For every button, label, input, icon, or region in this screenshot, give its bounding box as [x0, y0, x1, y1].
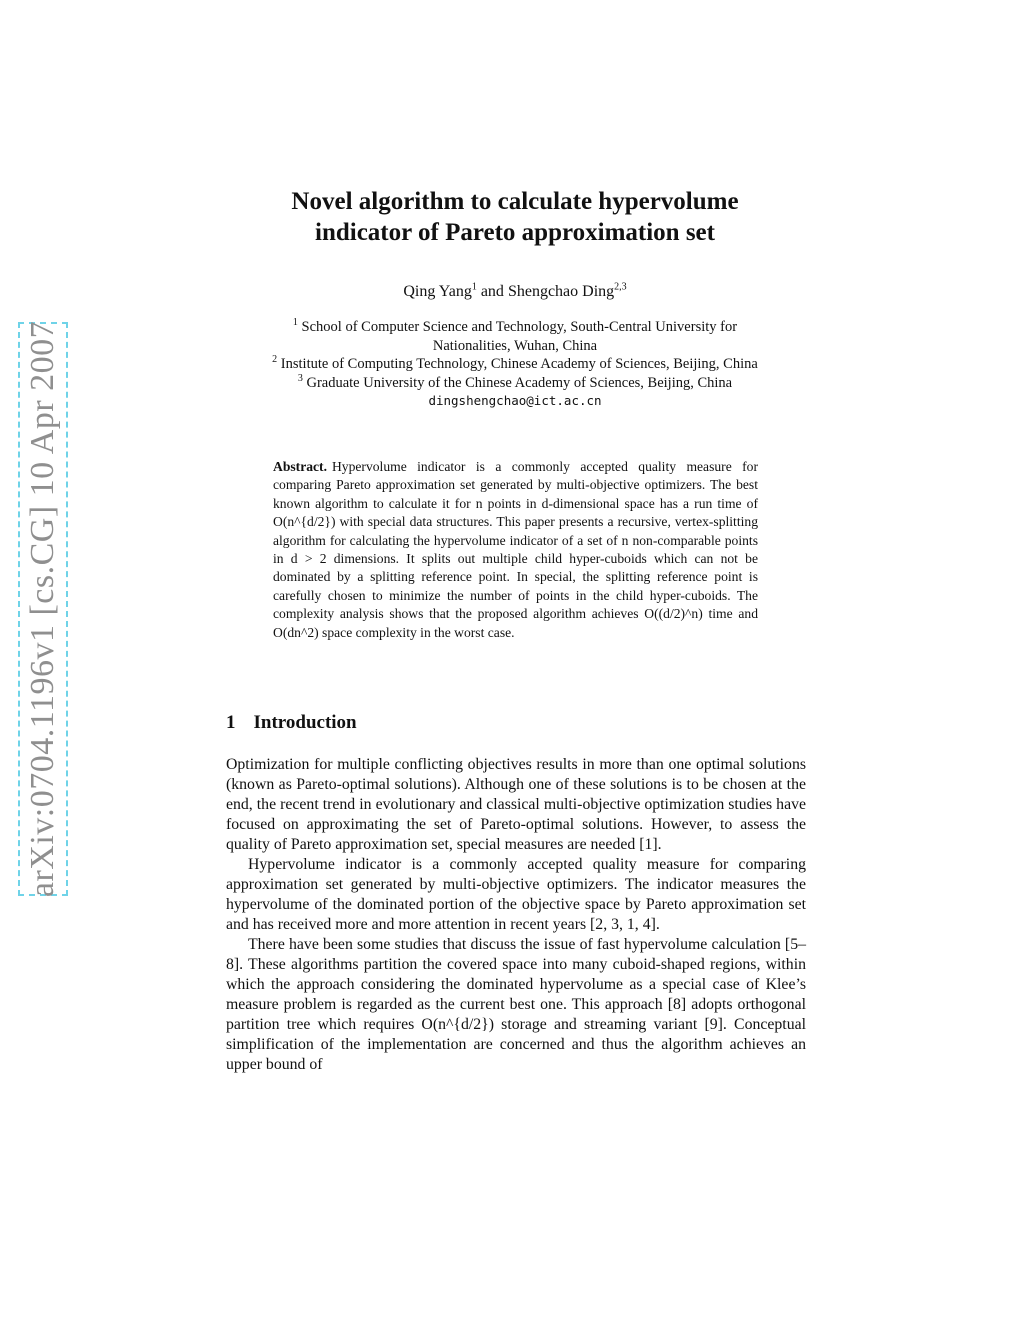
affiliation-1 — [200, 318, 830, 337]
affiliations — [200, 318, 830, 411]
author-email: dingshengchao@ict.ac.cn — [428, 393, 602, 408]
title-line-1: Novel algorithm to calculate hypervolume — [291, 188, 739, 215]
affiliation-3 — [200, 374, 830, 393]
section-title: Introduction — [253, 712, 357, 733]
section-heading — [226, 712, 357, 734]
section-number: 1 — [226, 712, 236, 733]
affiliation-2-num: 2 — [272, 354, 278, 366]
author-2-sup: 2,3 — [614, 281, 627, 293]
affiliation-3-num: 3 — [297, 372, 303, 384]
affiliation-3-text: Graduate University of the Chinese Academy of Sciences, Beijing, China — [306, 374, 733, 391]
arxiv-stamp — [18, 322, 68, 896]
affiliation-1-num: 1 — [292, 317, 298, 329]
author-1-sup: 1 — [471, 281, 477, 293]
body-text — [226, 755, 806, 1075]
affiliation-1-line-2: Nationalities, Wuhan, China — [432, 337, 598, 354]
title-line-2: indicator of Pareto approximation set — [315, 219, 715, 246]
affiliation-2 — [200, 355, 830, 374]
paragraph: Optimization for multiple conflicting objectives results in more than one optimal solutions (known as Pareto-optimal solutions). Although one of these solutions is to be chosen at the end, the recent trend in evolutionary and classical multi-objective optimization studies have focused on approximating the set of Pareto-optimal solutions. However, to assess the quality of Pareto approximation set, special measures are needed [1]. — [226, 756, 806, 853]
abstract-text: Hypervolume indicator is a commonly accepted quality measure for comparing Pareto approximation set generated by multi-objective optimizers. The best known algorithm to calculate it for n points in d-dimensional space has a run time of O(n^{d/2}) with special data structures. This paper presents a recursive, vertex-splitting algorithm for calculating the hypervolume indicator of a set of n non-comparable points in d > 2 dimensions. It splits out multiple child hyper-cuboids which can not be dominated by a splitting reference point. In special, the splitting reference point is carefully chosen to minimize the number of points in the child hyper-cuboids. The complexity analysis shows that the proposed algorithm achieves O((d/2)^n) time and O(dn^2) space complexity in the worst case. — [273, 459, 758, 640]
paragraph: Hypervolume indicator is a commonly accepted quality measure for comparing approximation set generated by multi-objective optimizers. The indicator measures the hypervolume of the dominated portion of the objective space by Pareto approximation set and has received more and more attention in recent years [2, 3, 1, 4]. — [226, 856, 806, 933]
abstract — [273, 458, 758, 642]
abstract-label: Abstract. — [273, 459, 327, 474]
affiliation-2-text: Institute of Computing Technology, Chinese Academy of Sciences, Beijing, China — [280, 356, 758, 372]
arxiv-stamp-text: arXiv:0704.1196v1 [cs.CG] 10 Apr 2007 — [24, 320, 61, 898]
author-2: Shengchao Ding — [507, 283, 615, 300]
author-line — [200, 283, 830, 301]
affiliation-1-line-1: School of Computer Science and Technology, South-Central University for — [301, 319, 738, 335]
paper-title — [200, 186, 830, 248]
author-1: Qing Yang — [403, 283, 472, 300]
paragraph: There have been some studies that discuss the issue of fast hypervolume calculation [5–8]. These algorithms partition the covered space into many cuboid-shaped regions, within which the approach considering the dominated hypervolume as a special case of Klee’s measure problem is regarded as the current best one. This approach [8] adopts orthogonal partition tree which requires O(n^{d/2}) storage and streaming variant [9]. Conceptual simplification of the implementation are concerned and thus the algorithm achieves an upper bound of — [226, 936, 806, 1073]
author-connector: and — [480, 283, 504, 300]
